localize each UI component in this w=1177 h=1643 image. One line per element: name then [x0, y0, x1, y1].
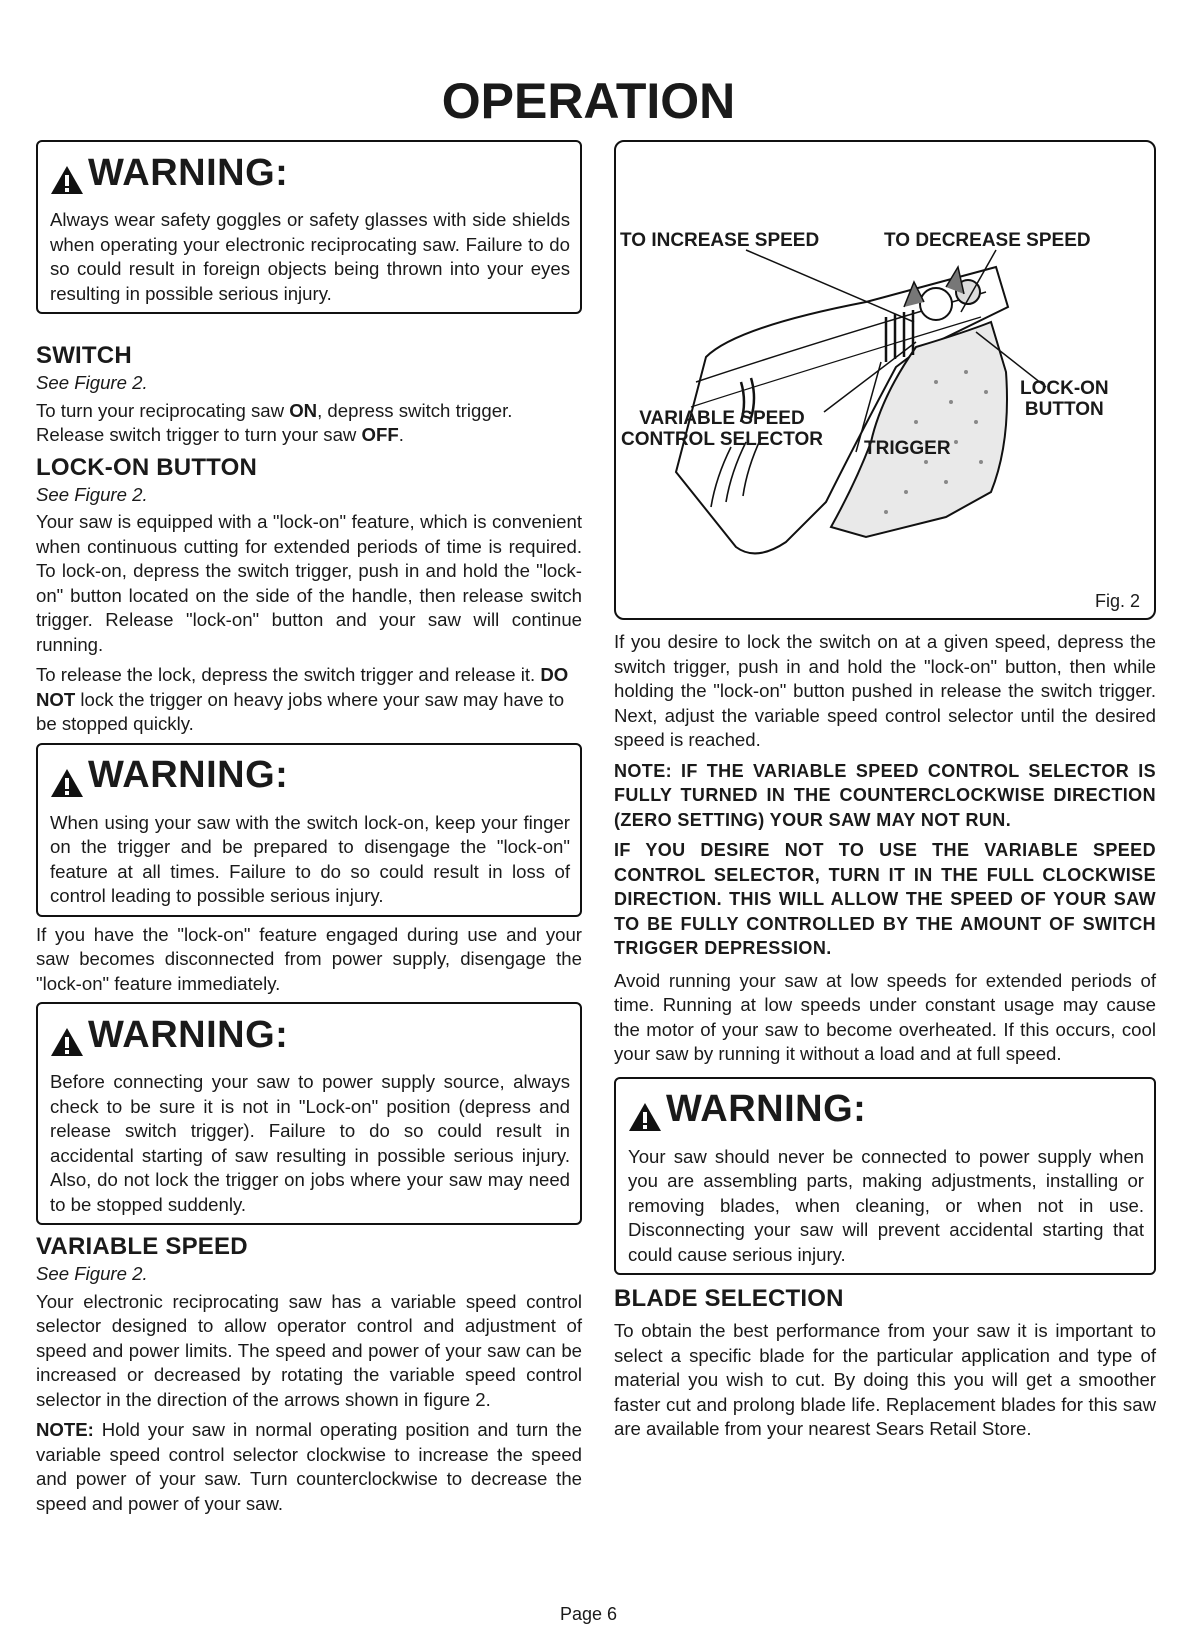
label-trigger: TRIGGER — [864, 438, 951, 459]
release-lock-paragraph: To release the lock, depress the switch trigger and release it. DO NOT lock the trigger on heavy jobs where your saw may have to be stopped quickly. — [36, 664, 569, 734]
right-column — [614, 140, 1156, 1448]
warning-header — [50, 745, 570, 807]
warning-text: Always wear safety goggles or safety glasses with side shields when operating your electronic reciprocating saw. Failure to do so could result in foreign objects being thrown into your eyes resulting in possible serious injury. — [50, 209, 570, 304]
warning-header — [50, 142, 570, 204]
label-increase-speed: TO INCREASE SPEED — [620, 230, 820, 251]
section-heading: SWITCH — [36, 342, 132, 369]
warning-triangle-icon — [50, 164, 84, 196]
section-heading: VARIABLE SPEED — [36, 1233, 248, 1260]
zero-setting-note: NOTE: IF THE VARIABLE SPEED CONTROL SELECTOR IS FULLY TURNED IN THE COUNTERCLOCKWISE DIRECTION (ZERO SETTING) YOUR SAW MAY NOT RUN. — [614, 760, 1156, 830]
figure-reference: See Figure 2. — [36, 372, 148, 393]
figure-reference: See Figure 2. — [36, 483, 148, 505]
blade-selection-paragraph: To obtain the best performance from your saw it is important to select a specific blade for the particular application and type of material you wish to cut. By doing this you will get a smoother faster cut and prolong blade life. Replacement blades for this saw are available from your nearest Sears Retail Store. — [614, 1320, 1156, 1439]
warning-heading: WARNING: — [88, 151, 289, 194]
low-speed-paragraph: Avoid running your saw at low speeds for extended periods of time. Running at low speeds under constant usage may cause the motor of your saw to become overheated. If this occurs, cool your saw by running it without a load and at full speed. — [614, 969, 1156, 1064]
variable-speed-paragraph: Your electronic reciprocating saw has a variable speed control selector designed to allow operator control and adjustment of speed and power limits. The speed and power of your saw can be increased or decreased by rotating the variable speed control selector in the direction of the arrows shown in figure 2. — [36, 1290, 582, 1410]
warning-box-goggles — [36, 140, 582, 314]
full-clockwise-note: IF YOU DESIRE NOT TO USE THE VARIABLE SPEED CONTROL SELECTOR, TURN IT IN THE FULL CLOCKWISE DIRECTION. THIS WILL ALLOW THE SPEED OF YOUR SAW TO BE FULLY CONTROLLED BY THE AMOUNT OF SWITCH TRIGGER DEPRESSION. — [614, 840, 1156, 958]
section-blade-selection — [614, 1285, 1156, 1442]
left-column — [36, 140, 582, 1522]
lock-on-paragraph: Your saw is equipped with a "lock-on" feature, which is convenient when continuous cutting for extended periods of time is required. To lock-on, depress the switch trigger, push in and hold the "lock-on" button located on the side of the handle, then release switch trigger. Release "lock-on" button and your saw will continue running. — [36, 511, 582, 655]
figure-caption: Fig. 2 — [1094, 591, 1140, 611]
warning-heading: WARNING: — [88, 754, 289, 796]
figure-2 — [614, 140, 1156, 620]
section-variable-speed — [36, 1233, 582, 1516]
warning-box-lock-on — [36, 743, 582, 917]
warning-triangle-icon — [628, 1101, 662, 1133]
lock-at-speed-paragraph: If you desire to lock the switch on at a given speed, depress the switch trigger, push in and hold the "lock-on" button, then while holding the "lock-on" button pushed in release the switch trigger. Next, adjust the variable speed control selector until the desired speed is reached. — [614, 631, 1156, 750]
label-variable-speed-selector: VARIABLE SPEED CONTROL SELECTOR — [621, 408, 823, 450]
lock-on-disconnect-paragraph: If you have the "lock-on" feature engaged during use and your saw becomes disconnected from power supply, disengage the "lock-on" feature immediately. — [36, 923, 582, 994]
section-heading: BLADE SELECTION — [614, 1285, 844, 1312]
section-heading: LOCK-ON BUTTON — [36, 453, 258, 481]
warning-box-disconnect — [614, 1077, 1156, 1276]
section-lock-on-button — [36, 454, 582, 737]
switch-text: To turn your reciprocating saw ON, depress switch trigger. Release switch trigger to turn your saw OFF. — [36, 399, 513, 445]
page-number: Page 6 — [559, 1604, 618, 1624]
warning-text: Your saw should never be connected to power supply when you are assembling parts, making adjustments, installing or removing blades, when cleaning, or when not in use. Disconnecting your saw will prevent accidental starting that could cause serious injury. — [628, 1145, 1144, 1265]
warning-text: When using your saw with the switch lock-on, keep your finger on the trigger and be prepared to disengage the "lock-on" feature at all times. Failure to do so could result in loss of control leading to possible serious injury. — [50, 811, 570, 906]
warning-box-connecting — [36, 1002, 582, 1225]
label-decrease-speed: TO DECREASE SPEED — [884, 230, 1091, 251]
page-title: OPERATION — [441, 73, 736, 129]
warning-triangle-icon — [50, 767, 84, 799]
warning-text: Before connecting your saw to power supply source, always check to be sure it is not in "Lock-on" position (depress and release switch trigger). Failure to do so could result in accidental starting of saw resulting in possible serious injury. Also, do not lock the trigger on jobs where your saw may need to be stopped suddenly. — [50, 1071, 570, 1215]
section-switch — [36, 342, 582, 448]
warning-heading: WARNING: — [666, 1088, 867, 1130]
warning-heading: WARNING: — [88, 1013, 289, 1056]
variable-speed-note: NOTE: Hold your saw in normal operating position and turn the variable speed control selector clockwise to increase the speed and power of your saw. Turn counterclockwise to decrease the speed and power of your saw. — [36, 1419, 582, 1514]
label-lock-on-button: LOCK-ON BUTTON — [1020, 378, 1109, 420]
figure-reference: See Figure 2. — [36, 1263, 148, 1284]
warning-header — [628, 1079, 1144, 1141]
warning-header — [50, 1004, 570, 1066]
warning-triangle-icon — [50, 1026, 84, 1058]
